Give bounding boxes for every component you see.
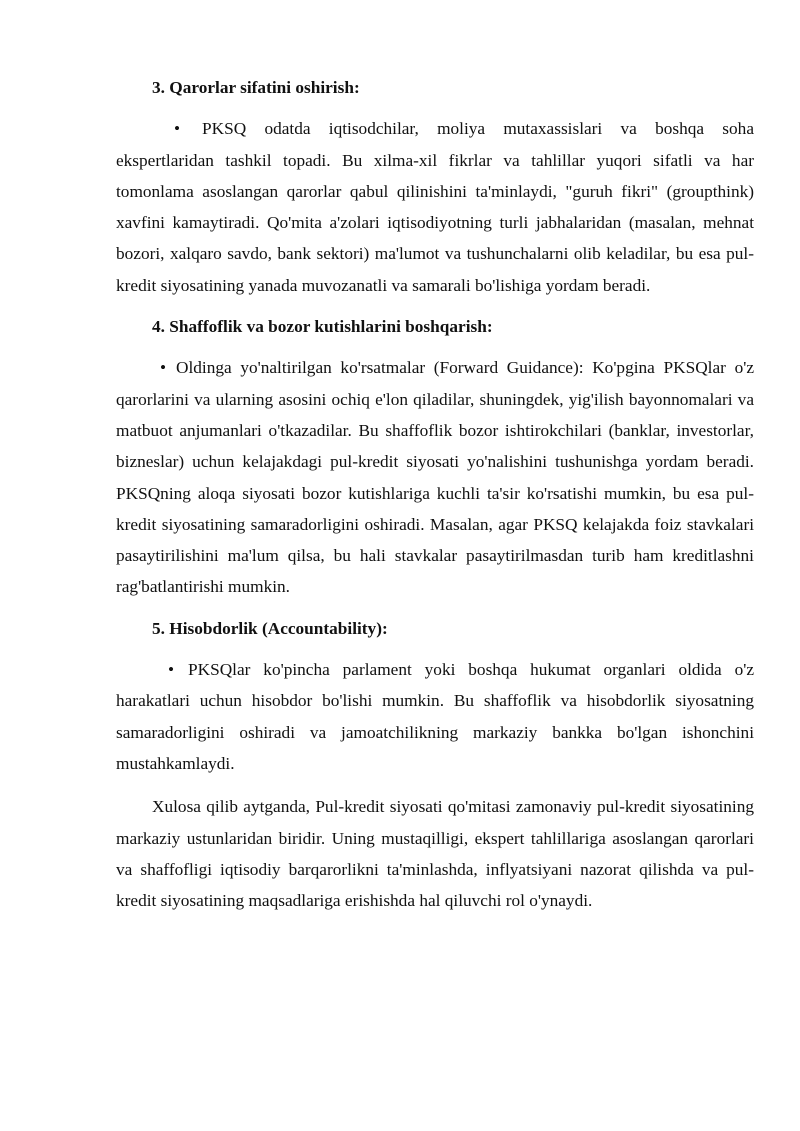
- section-3-text: PKSQ odatda iqtisodchilar, moliya mutaxassislari va boshqa soha ekspertlaridan tashkil topadi. Bu xilma-xil fikrlar va tahlillar yuqori sifatli va har tomonlama asoslangan qarorlar qabul qilinishini ta'minlaydi, "guruh fikri" (groupthink) xavfini kamaytiradi. Qo'mita a'zolari iqtisodiyotning turli jabhalaridan (masalan, mehnat bozori, xalqaro savdo, bank sektori) ma'lumot va tushunchalarni olib keladilar, bu esa pul-kredit siyosatining yanada muvozanatli va samarali bo'lishiga yordam beradi.: [116, 119, 754, 295]
- bullet-marker: •: [174, 119, 181, 139]
- bullet-marker: •: [160, 358, 167, 378]
- conclusion-paragraph: Xulosa qilib aytganda, Pul-kredit siyosati qo'mitasi zamonaviy pul-kredit siyosatining markaziy ustunlaridan biridir. Uning mustaqilligi, ekspert tahlillariga asoslangan qarorlari va shaffofligi iqtisodiy barqarorlikni ta'minlashda, inflyatsiyani nazorat qilishda va pul-kredit siyosatining maqsadlariga erishishda hal qiluvchi rol o'ynaydi.: [116, 797, 754, 911]
- bullet-marker: •: [168, 660, 175, 680]
- document-page: [116, 72, 754, 916]
- section-5-text: PKSQlar ko'pincha parlament yoki boshqa hukumat organlari oldida o'z harakatlari uchun hisobdor bo'lishi mumkin. Bu shaffoflik va hisobdorlik siyosatning samaradorligini oshiradi va jamoatchilikning markaziy bankka bo'lgan ishonchini mustahkamlaydi.: [116, 660, 754, 773]
- section-heading-4: 4. Shaffoflik va bozor kutishlarini boshqarish:: [152, 317, 493, 337]
- section-4-paragraph: [116, 352, 754, 602]
- section-heading-3: 3. Qarorlar sifatini oshirish:: [152, 78, 360, 97]
- section-heading-5: 5. Hisobdorlik (Accountability):: [152, 618, 388, 638]
- section-5-paragraph: [116, 654, 754, 779]
- section-4-text: Oldinga yo'naltirilgan ko'rsatmalar (Forward Guidance): Ko'pgina PKSQlar o'z qarorlarini va ularning asosini ochiq e'lon qiladilar, shuningdek, yig'ilish bayonnomalari va matbuot anjumanlari o'tkazadilar. Bu shaffoflik bozor ishtirokchilari (banklar, investorlar, bizneslar) uchun kelajakdagi pul-kredit siyosati yo'nalishini tushunishga yordam beradi. PKSQning aloqa siyosati bozor kutishlariga kuchli ta'sir ko'rsatishi mumkin, bu esa pul-kredit siyosatining samaradorligini oshiradi. Masalan, agar PKSQ kelajakda foiz stavkalari pasaytirilishini ma'lum qilsa, bu hali stavkalar pasaytirilmasdan turib ham kreditlashni rag'batlantirishi mumkin.: [116, 358, 754, 597]
- section-3-paragraph: [116, 113, 754, 301]
